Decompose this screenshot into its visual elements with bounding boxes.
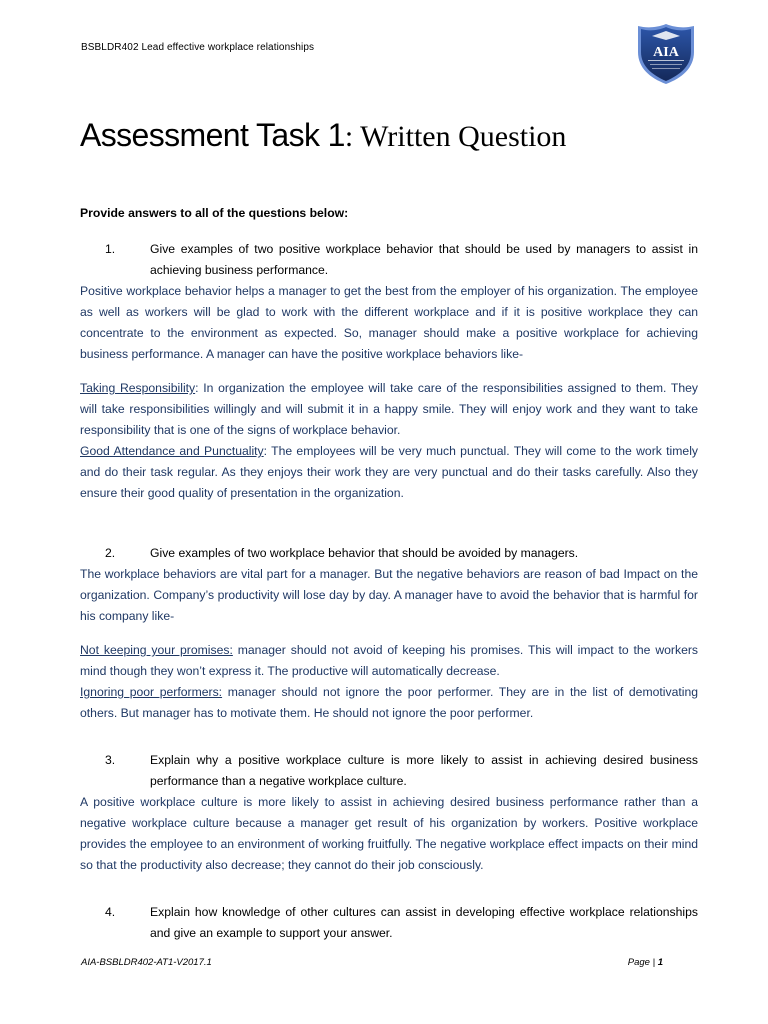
point-heading: Ignoring poor performers: bbox=[80, 685, 223, 699]
question-number: 2. bbox=[105, 546, 116, 560]
question-text: Give examples of two positive workplace behavior that should be used by managers to assist in achieving business performance. bbox=[150, 242, 698, 277]
answer-2-intro: The workplace behaviors are vital part for a manager. But the negative behaviors are reason of bad Impact on the organization. Company’s productivity will lose day by day. A manager have to avoid the behavior that is harmful for his company like- bbox=[80, 567, 698, 623]
page-title bbox=[80, 112, 566, 160]
point-text: : The employees will be very much punctual. They will come to the work timely and do their task regular. As they enjoys their work they are very punctual and do their tasks carefully. Also they ensure their good quality of presentation in the organization. bbox=[80, 444, 698, 500]
page-indicator bbox=[628, 957, 663, 968]
page-footer bbox=[81, 957, 663, 968]
doc-code: AIA-BSBLDR402-AT1-V2017.1 bbox=[81, 957, 212, 968]
answer-2-point-2 bbox=[80, 682, 698, 724]
point-heading: Not keeping your promises: bbox=[80, 643, 233, 657]
question-number: 3. bbox=[105, 753, 116, 767]
question-text: Explain how knowledge of other cultures can assist in developing effective workplace relationships and give an example to support your answer. bbox=[150, 905, 698, 940]
point-text: manager should not avoid of keeping his promises. This will impact to the workers mind though they won’t express it. The productive will automatically decrease. bbox=[80, 643, 698, 678]
question-text: Give examples of two workplace behavior that should be avoided by managers. bbox=[150, 546, 579, 560]
point-heading: Good Attendance and Punctuality bbox=[80, 444, 264, 458]
answer-3: A positive workplace culture is more likely to assist in achieving desired business performance rather than a negative workplace culture because a manager get result of his organization by workers. Positive workplace provides the employee to an environment of working fruitfully. The negative workplace effect impacts on their mind so that the productivity also decrease; they cannot do their job consciously. bbox=[80, 795, 698, 872]
question-text: Explain why a positive workplace culture is more likely to assist in achieving desired business performance than a negative workplace culture. bbox=[150, 753, 698, 788]
question-1 bbox=[80, 239, 698, 281]
question-2 bbox=[80, 543, 698, 564]
title-part-1: Assessment Task 1 bbox=[80, 117, 345, 153]
question-number: 4. bbox=[105, 905, 116, 919]
point-heading: Taking Responsibility bbox=[80, 381, 196, 395]
answer-1-point-1 bbox=[80, 378, 698, 441]
point-text: : In organization the employee will take care of the responsibilities assigned to them. They will take responsibilities willingly and will submit it in a happy smile. They will enjoy work and they want to take responsibility that is one of the signs of workplace behavior. bbox=[80, 381, 698, 437]
aia-shield-logo-icon bbox=[634, 22, 698, 86]
document-body bbox=[80, 203, 698, 944]
answer-2-point-1 bbox=[80, 640, 698, 682]
page-separator: | bbox=[649, 957, 658, 968]
instructions: Provide answers to all of the questions below: bbox=[80, 206, 349, 220]
page-label: Page bbox=[627, 957, 650, 968]
course-header: BSBLDR402 Lead effective workplace relationships bbox=[81, 42, 315, 53]
question-4 bbox=[80, 902, 698, 944]
question-number: 1. bbox=[105, 242, 116, 256]
question-3 bbox=[80, 750, 698, 792]
page-number: 1 bbox=[657, 957, 663, 968]
answer-1-intro: Positive workplace behavior helps a manager to get the best from the employer of his organization. The employee as well as workers will be glad to work with the different workplace and if it is positive workplace they can concentrate to the environment as expected. So, manager should make a positive workplace for achieving business performance. A manager can have the positive workplace behaviors like- bbox=[80, 284, 698, 361]
title-part-2: : Written Question bbox=[344, 120, 567, 153]
logo-text: AIA bbox=[653, 45, 679, 60]
answer-1-point-2 bbox=[80, 441, 698, 504]
point-text: manager should not ignore the poor performer. They are in the list of demotivating others. But manager has to motivate them. He should not ignore the poor performer. bbox=[80, 685, 699, 720]
